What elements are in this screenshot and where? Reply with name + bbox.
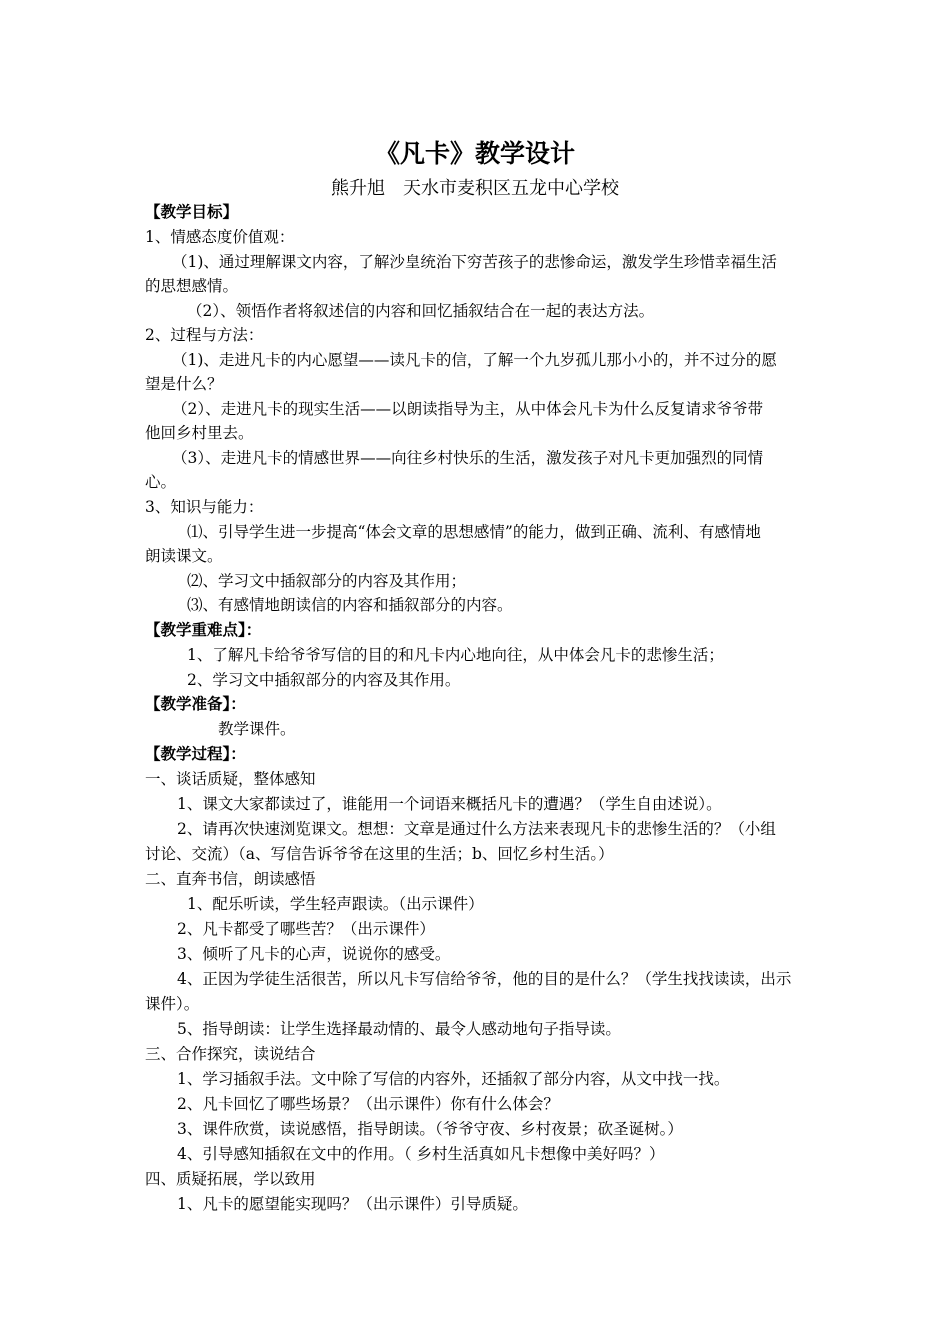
- process-text: 1、配乐听读，学生轻声跟读。（出示课件）: [187, 895, 484, 913]
- process-step-1: 一、谈话质疑，整体感知: [145, 770, 316, 788]
- goal-text: （2）、领悟作者将叙述信的内容和回忆插叙结合在一起的表达方法。: [187, 302, 655, 320]
- goal-text: （3）、走进凡卡的情感世界——向往乡村快乐的生活，激发孩子对凡卡更加强烈的同情: [172, 449, 764, 467]
- preparation-item: 教学课件。: [218, 720, 296, 738]
- goal-text: 他回乡村里去。: [145, 424, 254, 442]
- process-text: 课件）。: [145, 995, 200, 1013]
- process-text: 3、课件欣赏，读说感悟，指导朗读。（爷爷守夜、乡村夜景；砍圣诞树。）: [177, 1120, 683, 1138]
- process-text: 1、课文大家都读过了，谁能用一个词语来概括凡卡的遭遇？（学生自由述说）。: [177, 795, 722, 813]
- author-line: 熊升旭 天水市麦积区五龙中心学校: [331, 178, 619, 199]
- process-text: 2、凡卡回忆了哪些场景？（出示课件）你有什么体会？: [177, 1095, 559, 1113]
- process-step-3: 三、合作探究，读说结合: [145, 1045, 316, 1063]
- goal-item-2: 2、过程与方法：: [145, 326, 264, 344]
- process-text: 2、凡卡都受了哪些苦？（出示课件）: [177, 920, 435, 938]
- key-point-item: 2、学习文中插叙部分的内容及其作用。: [187, 671, 461, 689]
- key-point-item: 1、了解凡卡给爷爷写信的目的和凡卡内心地向往，从中体会凡卡的悲惨生活；: [187, 646, 724, 664]
- goal-item-3: 3、知识与能力：: [145, 498, 264, 516]
- process-text: 5、指导朗读：让学生选择最动情的、最令人感动地句子指导读。: [177, 1020, 621, 1038]
- goal-text: 朗读课文。: [145, 547, 223, 565]
- goal-text: （1)、走进凡卡的内心愿望——读凡卡的信，了解一个九岁孤儿那小小的，并不过分的愿: [172, 351, 777, 369]
- goal-text: ⑴、引导学生进一步提高“体会文章的思想感情”的能力，做到正确、流利、有感情地: [187, 523, 761, 541]
- process-text: 4、正因为学徒生活很苦，所以凡卡写信给爷爷，他的目的是什么？（学生找找读读，出示: [177, 970, 792, 988]
- goal-text: （2）、走进凡卡的现实生活——以朗读指导为主，从中体会凡卡为什么反复请求爷爷带: [172, 400, 764, 418]
- goal-text: ⑶、有感情地朗读信的内容和插叙部分的内容。: [187, 596, 513, 614]
- section-heading-preparation: 【教学准备】：: [145, 694, 246, 713]
- process-step-2: 二、直奔书信，朗读感悟: [145, 870, 316, 888]
- process-text: 1、凡卡的愿望能实现吗？（出示课件）引导质疑。: [177, 1195, 528, 1213]
- goal-text: （1)、通过理解课文内容，了解沙皇统治下穷苦孩子的悲惨命运，激发学生珍惜幸福生活: [172, 253, 777, 271]
- goal-text: 的思想感情。: [145, 277, 239, 295]
- section-heading-goals: 【教学目标】: [145, 202, 239, 221]
- section-heading-process: 【教学过程】：: [145, 744, 246, 763]
- process-text: 1、学习插叙手法。文中除了写信的内容外，还插叙了部分内容，从文中找一找。: [177, 1070, 730, 1088]
- goal-text: ⑵、学习文中插叙部分的内容及其作用；: [187, 572, 467, 590]
- process-text: 讨论、交流）（a、写信告诉爷爷在这里的生活；b、回忆乡村生活。）: [145, 845, 614, 863]
- section-heading-key-points: 【教学重难点】：: [145, 620, 262, 639]
- goal-text: 望是什么？: [145, 375, 223, 393]
- document-title: 《凡卡》教学设计: [374, 139, 575, 168]
- process-text: 4、引导感知插叙在文中的作用。（ 乡村生活真如凡卡想像中美好吗？）: [177, 1145, 665, 1163]
- process-text: 3、倾听了凡卡的心声，说说你的感受。: [177, 945, 451, 963]
- goal-text: 心。: [145, 473, 177, 491]
- process-step-4: 四、质疑拓展，学以致用: [145, 1170, 316, 1188]
- goal-item-1: 1、情感态度价值观：: [145, 228, 295, 246]
- process-text: 2、请再次快速浏览课文。想想：文章是通过什么方法来表现凡卡的悲惨生活的？（小组: [177, 820, 776, 838]
